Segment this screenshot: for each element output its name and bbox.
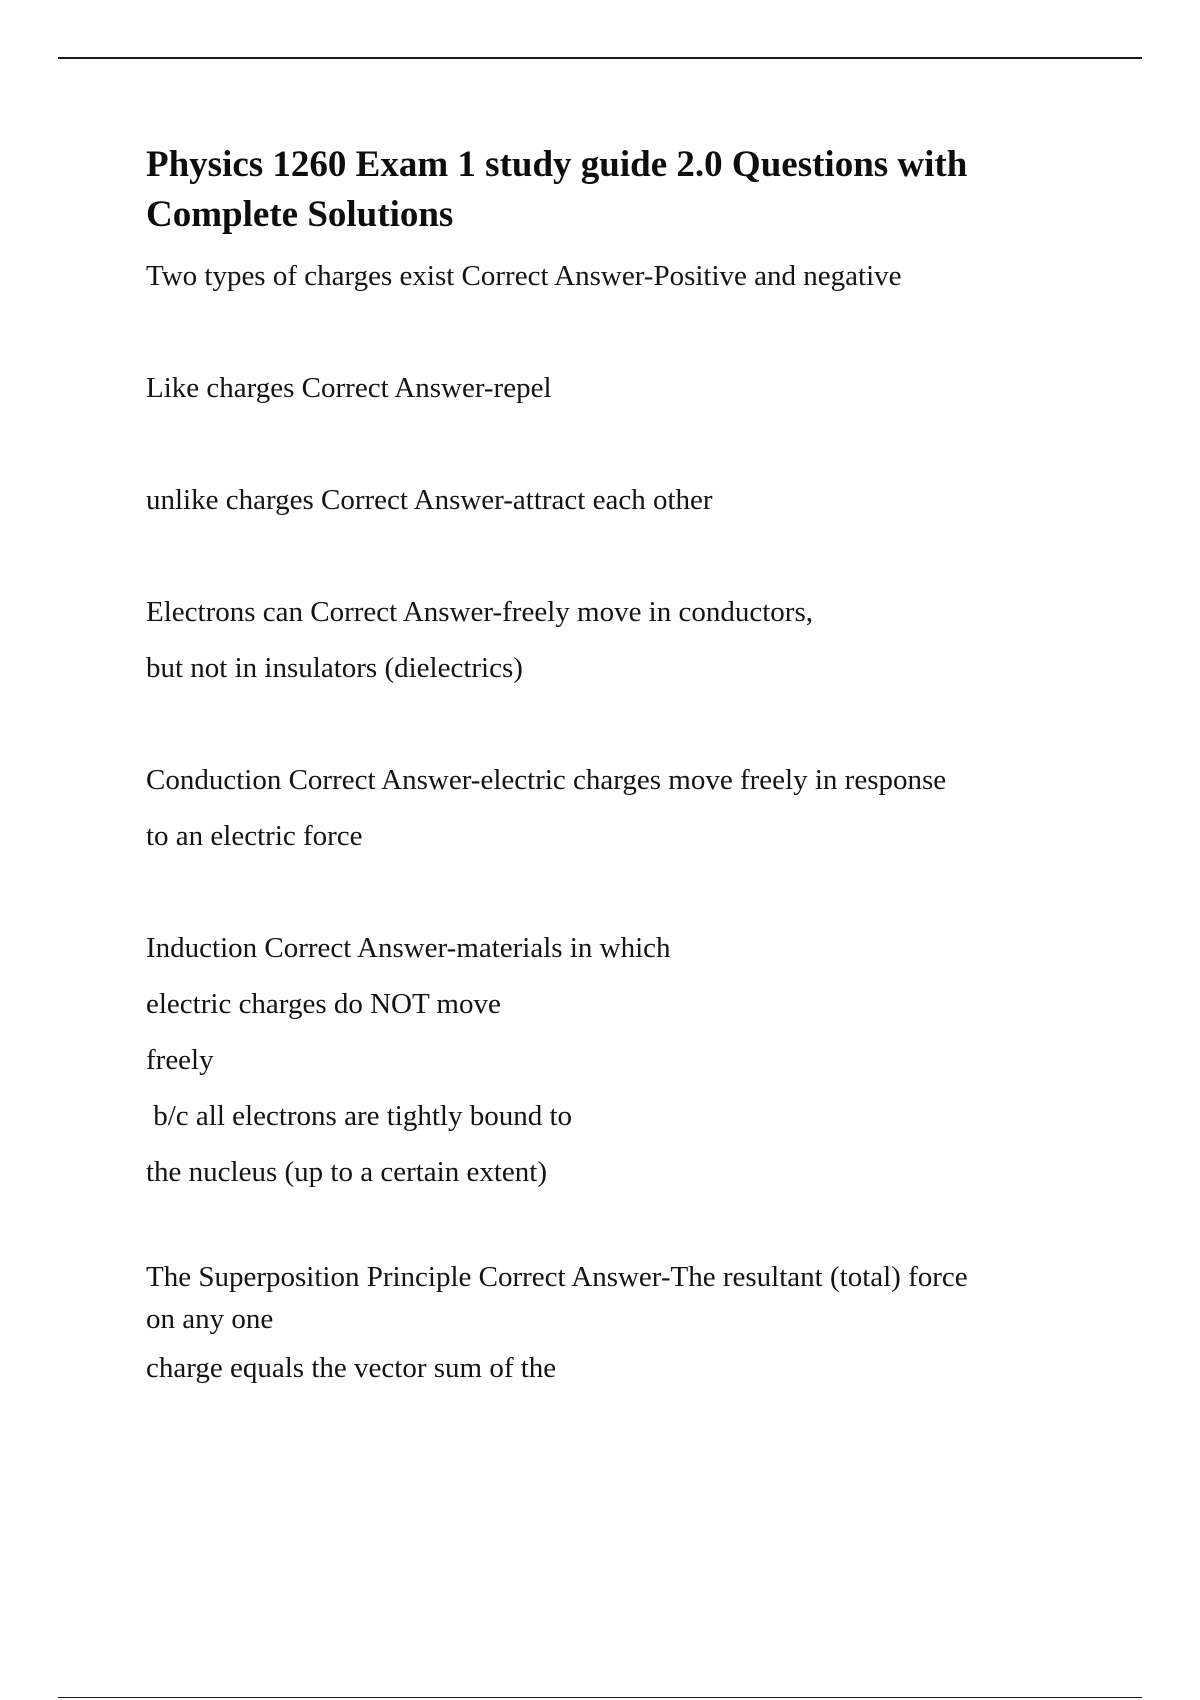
qa-line: but not in insulators (dielectrics) <box>146 652 523 684</box>
qa-item <box>146 248 1086 304</box>
bottom-rule <box>58 1697 1142 1698</box>
qa-item <box>146 584 1086 696</box>
qa-line: the nucleus (up to a certain extent) <box>146 1156 548 1188</box>
qa-line: Two types of charges exist Correct Answer-Positive and negative <box>146 260 902 292</box>
qa-item <box>146 920 1086 1200</box>
qa-line: unlike charges Correct Answer-attract each other <box>146 484 713 516</box>
qa-item <box>146 1256 1086 1396</box>
document-title: Physics 1260 Exam 1 study guide 2.0 Questions with Complete Solutions <box>146 144 968 235</box>
qa-item <box>146 472 1086 528</box>
qa-line: charge equals the vector sum of the <box>146 1352 557 1384</box>
qa-line: Electrons can Correct Answer-freely move in conductors, <box>146 596 813 628</box>
qa-line: Induction Correct Answer-materials in which <box>146 932 671 964</box>
qa-line: b/c all electrons are tightly bound to <box>146 1100 573 1132</box>
qa-line: The Superposition Principle Correct Answer-The resultant (total) force <box>146 1261 968 1293</box>
qa-line: Like charges Correct Answer-repel <box>146 372 552 404</box>
qa-line: on any one <box>146 1303 274 1335</box>
qa-item <box>146 360 1086 416</box>
qa-line: Conduction Correct Answer-electric charges move freely in response <box>146 764 947 796</box>
qa-item <box>146 752 1086 864</box>
document-body <box>146 140 1086 1396</box>
qa-line: to an electric force <box>146 820 363 852</box>
top-rule <box>58 57 1142 59</box>
qa-line: freely <box>146 1044 214 1076</box>
qa-line: electric charges do NOT move <box>146 988 501 1020</box>
